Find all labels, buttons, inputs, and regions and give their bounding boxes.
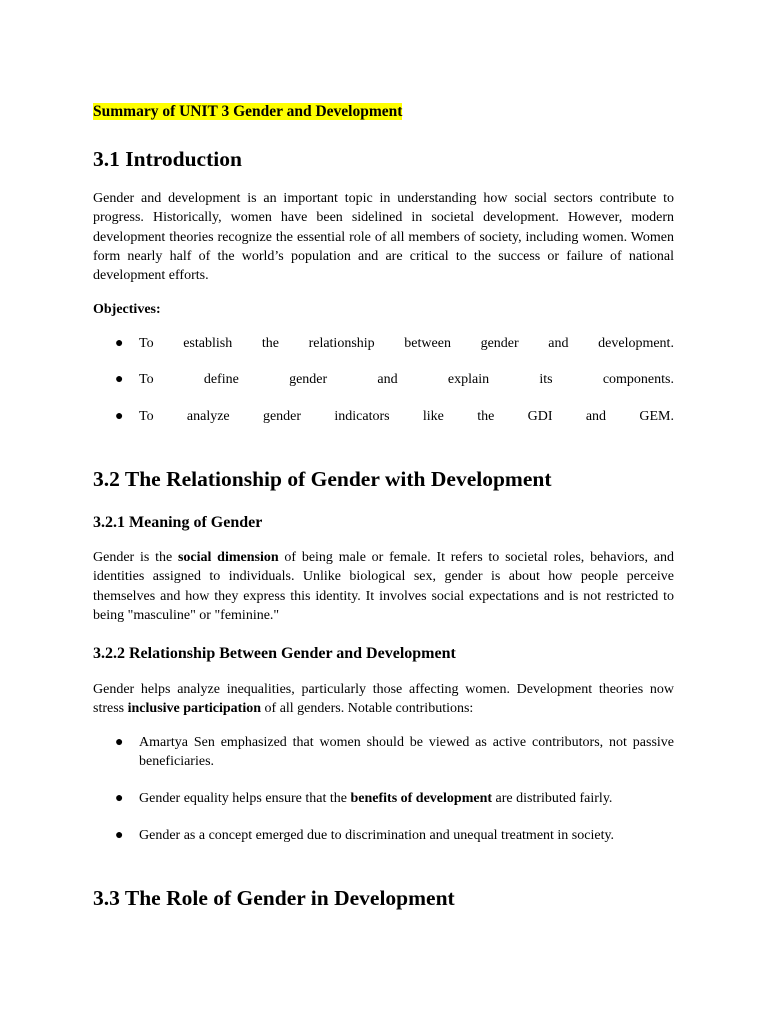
bold-term: benefits of development — [350, 791, 493, 806]
contribution-text — [139, 789, 674, 808]
word: and — [585, 409, 607, 424]
word: To — [139, 409, 154, 424]
bullet-icon: ● — [115, 336, 124, 351]
bullet-icon: ● — [115, 409, 124, 424]
objective-item — [93, 407, 674, 427]
bold-term: social dimension — [177, 550, 279, 565]
word: gender — [480, 336, 519, 351]
word: gender — [262, 409, 302, 424]
word: relationship — [308, 336, 375, 351]
objective-item — [93, 370, 674, 390]
heading-role-of-gender: 3.3 The Role of Gender in Development — [93, 886, 455, 910]
word: its — [539, 372, 553, 387]
bullet-icon: ● — [115, 372, 124, 387]
heading-introduction: 3.1 Introduction — [93, 147, 242, 171]
contribution-text — [139, 733, 674, 772]
summary-title-highlight: Summary of UNIT 3 Gender and Development — [93, 103, 403, 120]
word: To — [139, 336, 154, 351]
bullet-icon: ● — [115, 735, 124, 750]
word: between — [404, 336, 451, 351]
word: analyze — [186, 409, 230, 424]
contribution-item — [93, 733, 674, 773]
text-run: Gender helps analyze inequalities, particularly those affecting women. Development theories now stress — [93, 682, 674, 717]
bold-term: inclusive participation — [127, 701, 262, 717]
word: components. — [602, 372, 674, 387]
heading-relationship: 3.2 The Relationship of Gender with Development — [93, 467, 552, 491]
bullet-icon: ● — [115, 828, 124, 843]
text-run: Gender is the — [93, 550, 178, 565]
word: explain — [447, 372, 490, 387]
text-run: Gender as a concept emerged due to discrimination and unequal treatment in society. — [139, 828, 615, 843]
text-run: of all genders. Notable contributions: — [261, 701, 474, 717]
word: development. — [598, 336, 674, 351]
objectives-label: Objectives: — [93, 302, 161, 317]
word: the — [261, 336, 279, 351]
word: To — [139, 372, 154, 387]
text-run: Amartya Sen emphasized that women should be viewed as active contributors, not passive beneficiaries. — [139, 735, 674, 770]
intro-paragraph: Gender and development is an important topic in understanding how social sectors contribute to progress. Historically, women have been sidelined in societal development. However, modern development theories recognize the essential role of all members of society, including women. Women form nearly half of the world’s population and are critical to the success or failure of national development efforts. — [93, 191, 674, 284]
objective-text — [139, 334, 674, 353]
contribution-text — [139, 826, 674, 845]
contribution-item — [93, 826, 674, 846]
objective-item — [93, 334, 674, 354]
heading-relationship-between: 3.2.2 Relationship Between Gender and Development — [93, 645, 456, 662]
word: like — [422, 409, 444, 424]
summary-title — [93, 102, 402, 122]
text-run: are distributed fairly. — [492, 791, 613, 806]
objective-text — [139, 370, 674, 389]
word: indicators — [334, 409, 390, 424]
word: GEM. — [639, 409, 674, 424]
word: establish — [183, 336, 233, 351]
heading-meaning-of-gender: 3.2.1 Meaning of Gender — [93, 514, 263, 531]
text-run: of being male or female. It refers to societal roles, behaviors, and identities assigned to individuals. Unlike biological sex, gender is about how people perceive themselves and how they express this identity. It involves social expectations and is not restricted to being "masculine" or "feminine." — [93, 550, 674, 623]
word: gender — [289, 372, 328, 387]
word: GDI — [527, 409, 553, 424]
word: and — [548, 336, 569, 351]
text-run: Gender equality helps ensure that the — [139, 791, 351, 806]
meaning-paragraph — [93, 548, 674, 625]
contribution-item — [93, 789, 674, 809]
objective-text — [139, 407, 674, 426]
relationship-paragraph — [93, 680, 674, 719]
bullet-icon: ● — [115, 791, 124, 806]
word: and — [377, 372, 398, 387]
word: the — [477, 409, 495, 424]
word: define — [203, 372, 239, 387]
